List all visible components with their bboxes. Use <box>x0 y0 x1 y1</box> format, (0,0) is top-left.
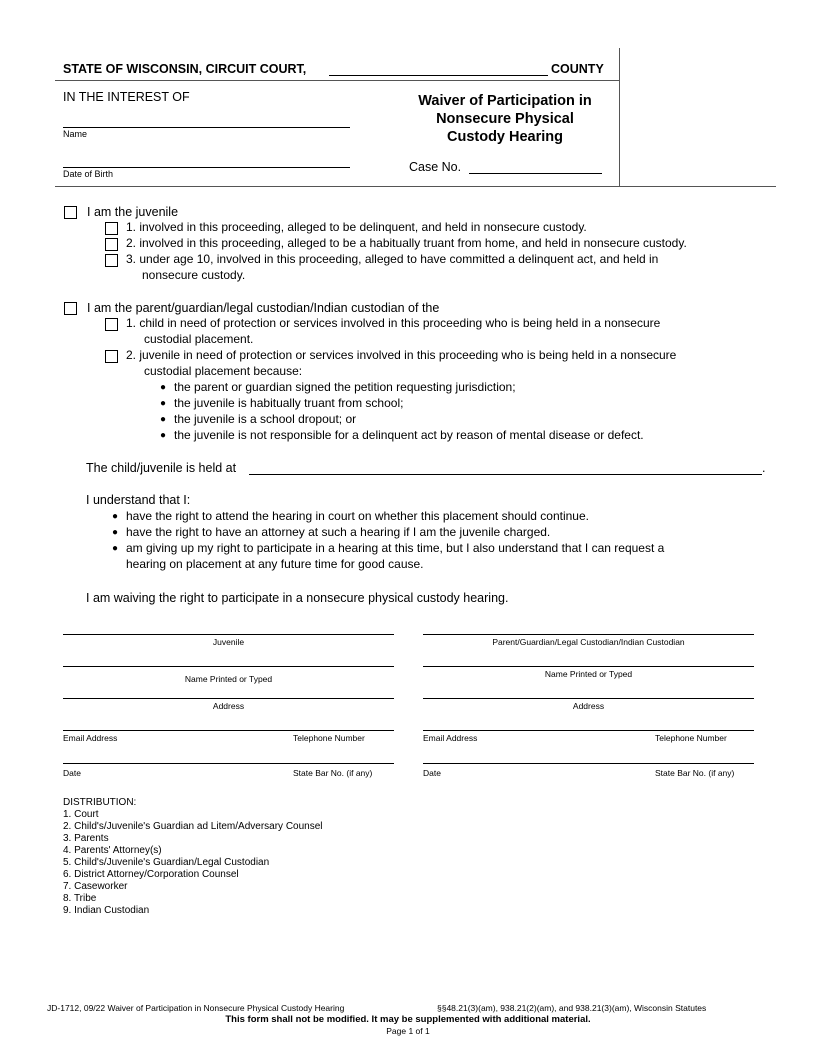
distribution-item: 2. Child's/Juvenile's Guardian ad Litem/Adversary Counsel <box>63 821 323 832</box>
footer-form-id: JD-1712, 09/22 Waiver of Participation in Nonsecure Physical Custody Hearing <box>47 1003 345 1013</box>
distribution-item: 8. Tribe <box>63 893 97 904</box>
form-title-line2: Nonsecure Physical <box>436 111 574 127</box>
understand-1-text: have the right to attend the hearing in court on whether this placement should continue. <box>126 509 589 523</box>
right-bar-no-label: State Bar No. (if any) <box>655 768 735 778</box>
reason-2-bullet: ● <box>160 398 167 409</box>
distribution-item: 3. Parents <box>63 833 109 844</box>
juvenile-option-2-text: 2. involved in this proceeding, alleged to be a habitually truant from home, and held in nonsecure custody. <box>126 236 687 250</box>
left-name-printed-label: Name Printed or Typed <box>184 674 273 684</box>
case-no-field[interactable] <box>469 173 602 174</box>
left-email-label: Email Address <box>63 733 118 743</box>
juvenile-signature-field[interactable] <box>63 634 394 635</box>
right-address-label: Address <box>572 701 605 711</box>
understand-heading: I understand that I: <box>86 493 191 507</box>
form-title <box>390 92 620 146</box>
parent-option-1-checkbox[interactable] <box>105 318 118 331</box>
understand-3-text-cont: hearing on placement at any future time for good cause. <box>126 557 424 571</box>
left-address-label: Address <box>212 701 245 711</box>
reason-2-text: the juvenile is habitually truant from school; <box>174 396 404 410</box>
court-row-rule <box>55 80 620 81</box>
right-name-printed-field[interactable] <box>423 666 754 667</box>
reason-1-bullet: ● <box>160 382 167 393</box>
juvenile-option-3-text: 3. under age 10, involved in this proceeding, alleged to have committed a delinquent act, and held in <box>126 252 659 266</box>
juvenile-option-3-text-cont: nonsecure custody. <box>142 268 246 282</box>
header-bottom-rule <box>55 186 776 187</box>
parent-option-2-checkbox[interactable] <box>105 350 118 363</box>
left-address-field[interactable] <box>63 698 394 699</box>
understand-2-text: have the right to have an attorney at such a hearing if I am the juvenile charged. <box>126 525 551 539</box>
right-phone-label: Telephone Number <box>655 733 727 743</box>
dob-label: Date of Birth <box>63 169 114 179</box>
court-label: STATE OF WISCONSIN, CIRCUIT COURT, <box>63 62 307 76</box>
right-name-printed-label: Name Printed or Typed <box>544 669 633 679</box>
distribution-item: 5. Child's/Juvenile's Guardian/Legal Custodian <box>63 857 270 868</box>
name-field[interactable] <box>63 127 350 128</box>
distribution-list <box>63 797 323 917</box>
distribution-item: 7. Caseworker <box>63 881 128 892</box>
left-date-label: Date <box>63 768 81 778</box>
form-title-line3: Custody Hearing <box>446 129 563 145</box>
right-email-label: Email Address <box>423 733 478 743</box>
juvenile-option-1-text: 1. involved in this proceeding, alleged to be delinquent, and held in nonsecure custody. <box>126 220 587 234</box>
left-email-phone-field[interactable] <box>63 730 394 731</box>
understand-1-bullet: ● <box>112 511 119 522</box>
held-at-label: The child/juvenile is held at <box>86 461 237 475</box>
held-at-period: . <box>762 461 766 475</box>
reason-1-text: the parent or guardian signed the petition requesting jurisdiction; <box>174 380 516 394</box>
reason-3-text: the juvenile is a school dropout; or <box>174 412 357 426</box>
county-label: COUNTY <box>551 62 604 76</box>
name-label: Name <box>63 129 88 139</box>
held-at-field[interactable] <box>249 474 762 475</box>
parent-option-2-text-cont: custodial placement because: <box>144 364 303 378</box>
distribution-item: 1. Court <box>63 809 99 820</box>
right-date-bar-field[interactable] <box>423 763 754 764</box>
footer-statutes: §§48.21(3)(am), 938.21(2)(am), and 938.21(3)(am), Wisconsin Statutes <box>437 1003 707 1013</box>
juvenile-checkbox[interactable] <box>64 206 77 219</box>
juvenile-option-3-checkbox[interactable] <box>105 254 118 267</box>
reason-3-bullet: ● <box>160 414 167 425</box>
right-date-label: Date <box>423 768 441 778</box>
distribution-item: 9. Indian Custodian <box>63 905 150 916</box>
reason-4-text: the juvenile is not responsible for a delinquent act by reason of mental disease or defect. <box>174 428 644 442</box>
juvenile-heading: I am the juvenile <box>87 205 179 219</box>
parent-heading: I am the parent/guardian/legal custodian/Indian custodian of the <box>87 301 440 315</box>
right-address-field[interactable] <box>423 698 754 699</box>
right-email-phone-field[interactable] <box>423 730 754 731</box>
understand-3-bullet: ● <box>112 543 119 554</box>
left-phone-label: Telephone Number <box>293 733 365 743</box>
parent-option-1-text: 1. child in need of protection or services involved in this proceeding who is being held in a nonsecure <box>126 316 661 330</box>
footer-page-number: Page 1 of 1 <box>386 1026 430 1036</box>
juvenile-option-2-checkbox[interactable] <box>105 238 118 251</box>
parent-signature-field[interactable] <box>423 634 754 635</box>
interest-of-label: IN THE INTEREST OF <box>63 90 190 104</box>
understand-3-text: am giving up my right to participate in a hearing at this time, but I also understand that I can request a <box>126 541 665 555</box>
left-bar-no-label: State Bar No. (if any) <box>293 768 373 778</box>
parent-option-1-text-cont: custodial placement. <box>144 332 254 346</box>
left-name-printed-field[interactable] <box>63 666 394 667</box>
juvenile-option-1-checkbox[interactable] <box>105 222 118 235</box>
understand-2-bullet: ● <box>112 527 119 538</box>
distribution-item: 6. District Attorney/Corporation Counsel <box>63 869 239 880</box>
dob-field[interactable] <box>63 167 350 168</box>
distribution-item: 4. Parents' Attorney(s) <box>63 845 162 856</box>
distribution-heading: DISTRIBUTION: <box>63 797 137 808</box>
form-title-line1: Waiver of Participation in <box>418 93 592 109</box>
juvenile-signature-label: Juvenile <box>212 637 245 647</box>
parent-checkbox[interactable] <box>64 302 77 315</box>
footer-notice: This form shall not be modified. It may be supplemented with additional material. <box>225 1014 591 1025</box>
parent-signature-label: Parent/Guardian/Legal Custodian/Indian Custodian <box>492 637 685 647</box>
case-no-label: Case No. <box>409 160 462 174</box>
county-field[interactable] <box>329 75 548 76</box>
parent-option-2-text: 2. juvenile in need of protection or services involved in this proceeding who is being held in a nonsecure <box>126 348 677 362</box>
left-date-bar-field[interactable] <box>63 763 394 764</box>
waiver-statement: I am waiving the right to participate in a nonsecure physical custody hearing. <box>86 591 509 605</box>
reason-4-bullet: ● <box>160 430 167 441</box>
